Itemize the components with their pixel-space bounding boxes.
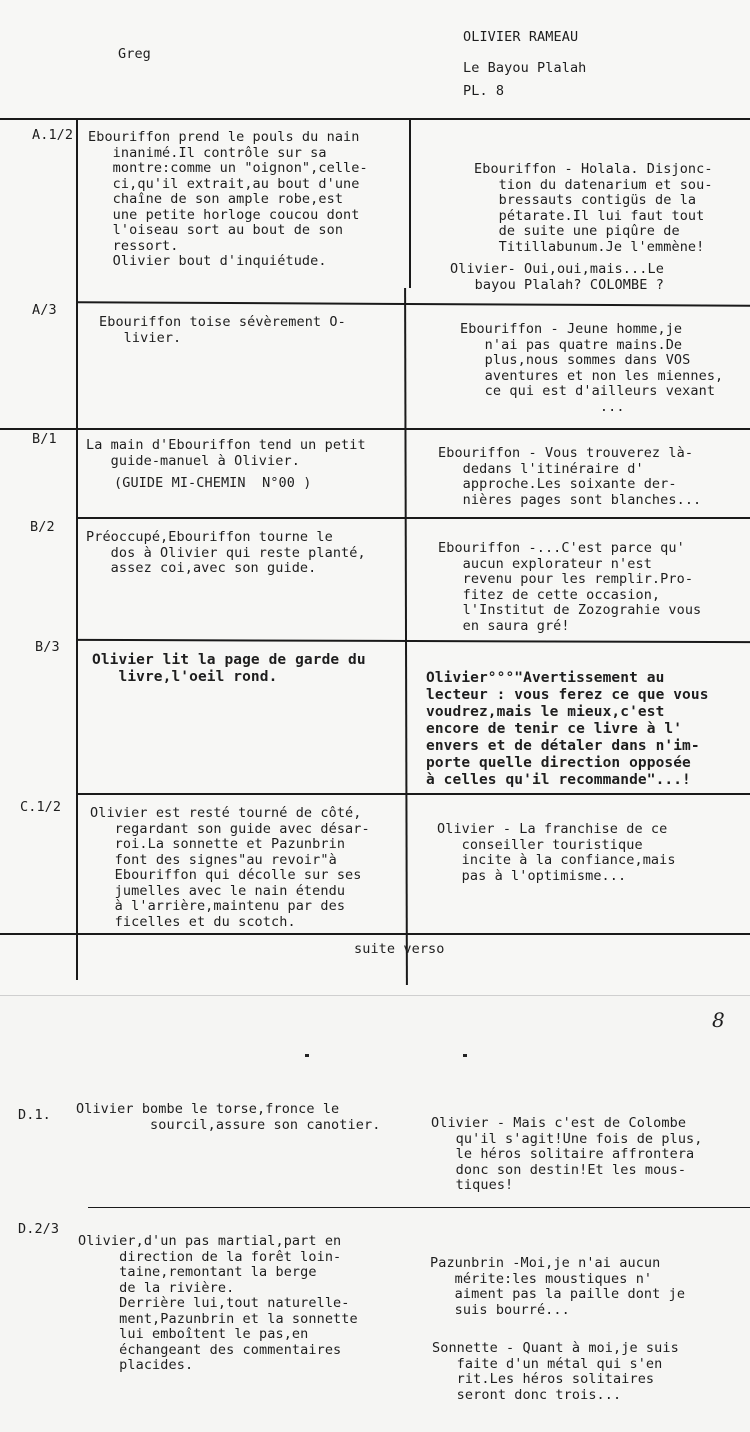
panel-dialogue: Ebouriffon - Jeune homme,je n'ai pas quatre mains.De plus,nous sommes dans VOS aventures et non les miennes, ce qui est d'ailleurs vexant ... xyxy=(460,321,724,415)
panel-id: B/2 xyxy=(30,519,55,535)
panel-id: A/3 xyxy=(32,302,57,318)
panel-dialogue: Olivier - Mais c'est de Colombe qu'il s'agit!Une fois de plus, le héros solitaire affrontera donc son destin!Et les mous- tiques! xyxy=(431,1115,703,1193)
punch-mark xyxy=(305,1054,309,1057)
row-divider xyxy=(78,517,750,519)
panel-dialogue: Olivier- Oui,oui,mais...Le bayou Plalah? COLOMBE ? xyxy=(450,261,664,293)
panel-description: Olivier,d'un pas martial,part en direction de la forêt loin- taine,remontant la berge de la rivière. Derrière lui,tout naturelle- ment,Pazunbrin et la sonnette lui emboîtent le pas,en échangeant des commentaires placides. xyxy=(78,1233,358,1373)
column-divider xyxy=(76,118,78,980)
script-page-2 xyxy=(0,995,750,1432)
panel-id: C.1/2 xyxy=(20,799,62,815)
panel-dialogue: Ebouriffon -...C'est parce qu' aucun explorateur n'est revenu pour les remplir.Pro- fitez de cette occasion, l'Institut de Zozograhie vous en saura gré! xyxy=(438,540,702,634)
artist-name: OLIVIER RAMEAU xyxy=(463,29,579,45)
panel-dialogue: Ebouriffon - Holala. Disjonc- tion du datenarium et sou- bressauts contigüs de la pétarate.Il lui faut tout de suite une piqûre de Titillabunum.Je l'emmène! xyxy=(474,161,713,255)
panel-dialogue: Ebouriffon - Vous trouverez là- dedans l'itinéraire d' approche.Les soixante der- nières pages sont blanches... xyxy=(438,445,702,508)
page-number: 8 xyxy=(712,1008,725,1032)
row-divider xyxy=(0,428,750,430)
panel-id: D.2/3 xyxy=(18,1221,60,1237)
punch-mark xyxy=(463,1054,467,1057)
row-divider xyxy=(78,639,750,643)
row-divider xyxy=(0,933,750,935)
panel-description: Olivier bombe le torse,fronce le sourcil,assure son canotier. xyxy=(76,1101,381,1133)
column-divider xyxy=(409,118,411,288)
panel-description: Préoccupé,Ebouriffon tourne le dos à Olivier qui reste planté, assez coi,avec son guide. xyxy=(86,529,366,576)
panel-dialogue: Pazunbrin -Moi,je n'ai aucun mérite:les moustiques n' aiment pas la paille dont je suis bourré... xyxy=(430,1255,686,1318)
story-title: Le Bayou Plalah xyxy=(463,60,587,76)
panel-id: A.1/2 xyxy=(32,127,74,143)
panel-caption: (GUIDE MI-CHEMIN N°00 ) xyxy=(114,475,312,491)
panel-description: La main d'Ebouriffon tend un petit guide-manuel à Olivier. xyxy=(86,437,366,469)
panel-description: Ebouriffon toise sévèrement O- livier. xyxy=(99,314,346,346)
panel-description: Olivier est resté tourné de côté, regardant son guide avec désar- roi.La sonnette et Pazunbrin font des signes"au revoir"à Ebouriffon qui décolle sur ses jumelles avec le nain étendu à l'arrière,maintenu par des ficelles et du scotch. xyxy=(90,805,370,930)
row-divider xyxy=(0,118,750,120)
row-divider xyxy=(78,793,750,795)
panel-dialogue: Olivier - La franchise de ce conseiller touristique incite à la confiance,mais pas à l'optimisme... xyxy=(437,821,676,884)
footer-note: suite verso xyxy=(354,941,445,957)
panel-description: Ebouriffon prend le pouls du nain inanimé.Il contrôle sur sa montre:comme un "oignon",celle- ci,qu'il extrait,au bout d'une chaîne de son ample robe,est une petite horloge coucou dont l'oiseau sort au bout de son ressort. Olivier bout d'inquiétude. xyxy=(88,129,368,269)
author-name: Greg xyxy=(118,46,151,62)
panel-id: D.1. xyxy=(18,1107,51,1123)
row-divider xyxy=(78,301,750,306)
panel-id: B/3 xyxy=(35,639,60,655)
panel-dialogue: Olivier°°°"Avertissement au lecteur : vous ferez ce que vous voudrez,mais le mieux,c'est encore de tenir ce livre à l' envers et de détaler dans n'im- porte quelle direction opposée à celles qu'il recommande"...! xyxy=(426,670,709,788)
panel-id: B/1 xyxy=(32,431,57,447)
plate-number: PL. 8 xyxy=(463,83,505,99)
column-divider xyxy=(404,288,407,985)
row-divider xyxy=(88,1207,750,1208)
panel-dialogue: Sonnette - Quant à moi,je suis faite d'un métal qui s'en rit.Les héros solitaires seront donc trois... xyxy=(432,1340,679,1403)
panel-description: Olivier lit la page de garde du livre,l'oeil rond. xyxy=(92,652,366,685)
